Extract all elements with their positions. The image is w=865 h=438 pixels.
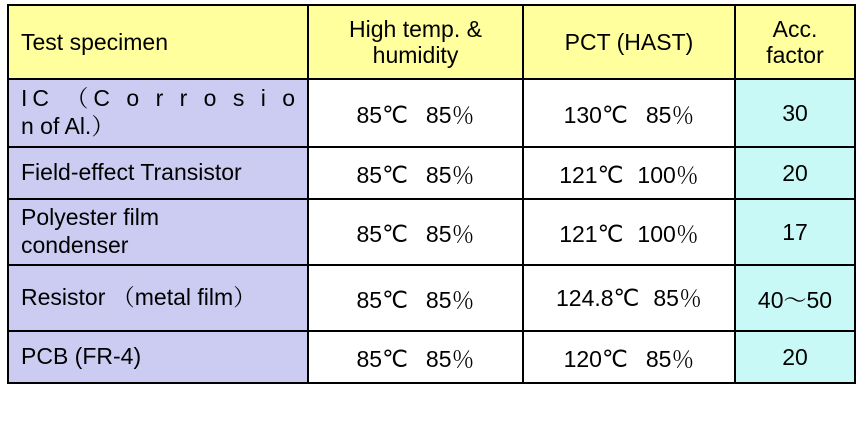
table-row — [8, 331, 855, 383]
value-pct-temp: 121℃ — [559, 161, 624, 188]
acceleration-factor-table — [7, 4, 856, 384]
value-ht-humidity: 85％ — [425, 161, 475, 188]
cell-specimen-line2: condenser — [21, 232, 129, 258]
value-ht-humidity: 85％ — [425, 345, 475, 372]
column-header-high-temp-humidity — [308, 5, 523, 79]
table-sheet — [0, 4, 865, 438]
cell-specimen-line2: n of Al.） — [21, 113, 115, 139]
value-pct-humidity: 100％ — [637, 161, 699, 188]
cell-specimen: PCB (FR-4) — [8, 331, 308, 383]
cell-specimen — [8, 79, 308, 147]
cell-high-temp-humidity — [308, 265, 523, 331]
cell-high-temp-humidity — [308, 79, 523, 147]
cell-high-temp-humidity — [308, 331, 523, 383]
cell-acc-factor: 20 — [735, 147, 855, 199]
value-pct-humidity: 85％ — [645, 101, 695, 128]
column-header-acc-factor-line2: factor — [766, 42, 824, 68]
column-header-test-specimen: Test specimen — [8, 5, 308, 79]
column-header-pct-hast: PCT (HAST) — [523, 5, 735, 79]
cell-acc-factor: 20 — [735, 331, 855, 383]
column-header-acc-factor-line1: Acc. — [772, 15, 818, 42]
table-row — [8, 265, 855, 331]
value-ht-temp: 85℃ — [356, 220, 408, 247]
cell-specimen — [8, 199, 308, 265]
cell-specimen: Resistor （metal film） — [8, 265, 308, 331]
cell-specimen: Field-effect Transistor — [8, 147, 308, 199]
column-header-high-temp-humidity-line2: humidity — [372, 42, 459, 68]
value-pct-temp: 124.8℃ — [556, 284, 640, 311]
column-header-high-temp-humidity-line1: High temp. & — [349, 15, 482, 42]
cell-acc-factor: 40〜50 — [735, 265, 855, 331]
table-body — [8, 79, 855, 383]
value-ht-temp: 85℃ — [356, 345, 408, 372]
value-pct-temp: 120℃ — [563, 345, 628, 372]
value-pct-temp: 121℃ — [559, 220, 624, 247]
cell-pct-hast — [523, 199, 735, 265]
value-pct-humidity: 85％ — [653, 284, 702, 311]
cell-acc-factor: 30 — [735, 79, 855, 147]
table-row — [8, 199, 855, 265]
cell-specimen-line1: IC （C o r r o s i o — [21, 85, 301, 112]
value-ht-temp: 85℃ — [356, 101, 408, 128]
table-row — [8, 79, 855, 147]
value-ht-temp: 85℃ — [356, 286, 408, 313]
cell-pct-hast — [523, 147, 735, 199]
value-pct-temp: 130℃ — [563, 101, 628, 128]
column-header-acc-factor — [735, 5, 855, 79]
cell-high-temp-humidity — [308, 147, 523, 199]
value-ht-humidity: 85％ — [425, 220, 475, 247]
cell-pct-hast — [523, 331, 735, 383]
value-ht-temp: 85℃ — [356, 161, 408, 188]
value-pct-humidity: 85％ — [645, 345, 695, 372]
cell-pct-hast — [523, 265, 735, 331]
cell-pct-hast — [523, 79, 735, 147]
table-header-row — [8, 5, 855, 79]
cell-specimen-line1: Polyester film — [21, 204, 160, 231]
table-row — [8, 147, 855, 199]
cell-acc-factor: 17 — [735, 199, 855, 265]
value-pct-humidity: 100％ — [637, 220, 699, 247]
table-header — [8, 5, 855, 79]
value-ht-humidity: 85％ — [425, 286, 475, 313]
cell-high-temp-humidity — [308, 199, 523, 265]
value-ht-humidity: 85％ — [425, 101, 475, 128]
